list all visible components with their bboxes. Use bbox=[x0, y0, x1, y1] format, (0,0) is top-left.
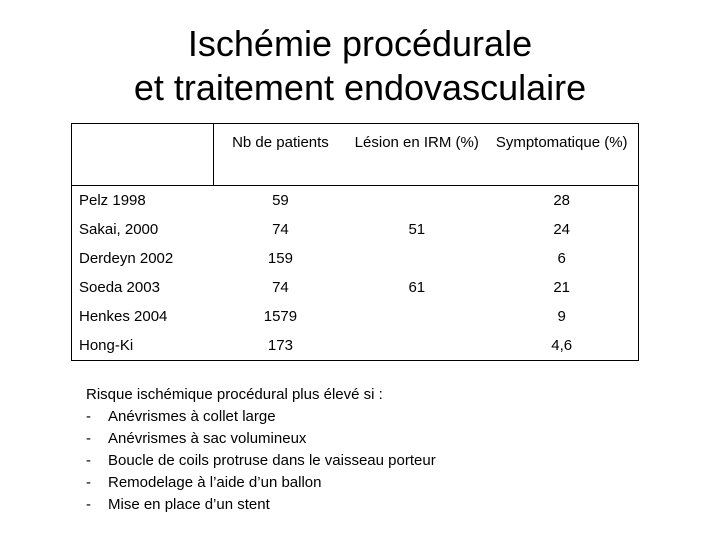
study-name: Hong-Ki bbox=[79, 336, 134, 354]
lesion-percent bbox=[348, 186, 486, 215]
list-item-text: Anévrismes à collet large bbox=[108, 408, 276, 425]
title-line-1: Ischémie procédurale bbox=[187, 23, 533, 64]
study-name: Soeda 2003 bbox=[79, 278, 160, 296]
list-item-text: Mise en place d’un stent bbox=[108, 496, 270, 513]
symptomatic-percent: 9 bbox=[557, 307, 566, 325]
header-empty-cell bbox=[73, 125, 214, 186]
symptomatic-percent: 6 bbox=[557, 249, 566, 267]
study-name: Sakai, 2000 bbox=[79, 220, 159, 238]
bullet-dash: - bbox=[86, 452, 91, 469]
table-header-row bbox=[73, 125, 638, 186]
lesion-percent: 61 bbox=[408, 278, 426, 296]
lesion-percent bbox=[348, 331, 486, 360]
list-item-text: Anévrismes à sac volumineux bbox=[108, 430, 307, 447]
lesion-percent: 51 bbox=[408, 220, 426, 238]
patient-count: 159 bbox=[267, 249, 293, 267]
risk-notes bbox=[86, 384, 436, 516]
patient-count: 1579 bbox=[263, 307, 298, 325]
table-row bbox=[73, 331, 638, 360]
lesion-percent bbox=[348, 302, 486, 331]
list-item-text: Remodelage à l’aide d’un ballon bbox=[108, 474, 322, 491]
bullet-dash: - bbox=[86, 430, 91, 447]
page-title bbox=[0, 22, 720, 110]
bullet-dash: - bbox=[86, 408, 91, 425]
notes-intro: Risque ischémique procédural plus élevé si : bbox=[86, 386, 383, 403]
list-item bbox=[86, 406, 436, 428]
lesion-percent bbox=[348, 244, 486, 273]
header-lesion-irm: Lésion en IRM (%) bbox=[348, 125, 486, 186]
patient-count: 74 bbox=[272, 278, 289, 296]
symptomatic-percent: 24 bbox=[553, 220, 571, 238]
patient-count: 59 bbox=[272, 191, 289, 209]
header-symptomatique: Symptomatique (%) bbox=[486, 125, 638, 186]
patient-count: 173 bbox=[267, 336, 293, 354]
bullet-dash: - bbox=[86, 496, 91, 513]
studies-table bbox=[72, 124, 638, 360]
patient-count: 74 bbox=[272, 220, 289, 238]
symptomatic-percent: 28 bbox=[553, 191, 571, 209]
study-name: Pelz 1998 bbox=[79, 191, 146, 209]
risk-factor-list bbox=[86, 406, 436, 516]
symptomatic-percent: 21 bbox=[553, 278, 571, 296]
title-line-2: et traitement endovasculaire bbox=[133, 67, 587, 108]
header-nb-patients: Nb de patients bbox=[213, 125, 348, 186]
study-name: Derdeyn 2002 bbox=[79, 249, 174, 267]
table-row bbox=[73, 302, 638, 331]
list-item-text: Boucle de coils protruse dans le vaisseau porteur bbox=[108, 452, 436, 469]
list-item bbox=[86, 450, 436, 472]
table-row bbox=[73, 244, 638, 273]
symptomatic-percent: 4,6 bbox=[551, 336, 573, 354]
list-item bbox=[86, 472, 436, 494]
study-name: Henkes 2004 bbox=[79, 307, 168, 325]
table-row bbox=[73, 215, 638, 244]
list-item bbox=[86, 494, 436, 516]
bullet-dash: - bbox=[86, 474, 91, 491]
table-row bbox=[73, 273, 638, 302]
list-item bbox=[86, 428, 436, 450]
table-row bbox=[73, 186, 638, 215]
